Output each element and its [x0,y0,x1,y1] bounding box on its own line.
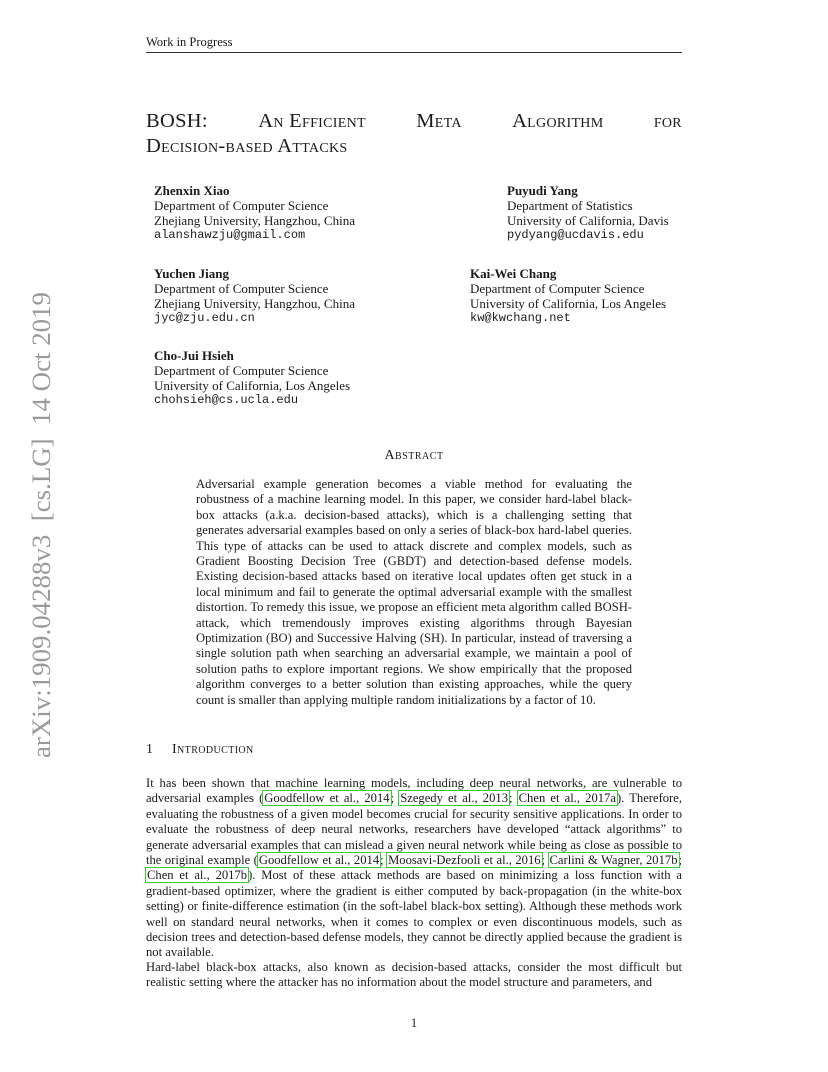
citation-link[interactable]: Chen et al., 2017a [518,791,616,806]
abstract-body: Adversarial example generation becomes a viable method for evaluating the robustness of a machine learning model. In this paper, we consider hard-label black-box attacks (a.k.a. decision-based attacks), which is a challenging setting that generates adversarial examples based on only a series of black-box hard-label queries. This type of attacks can be used to attack discrete and complex models, such as Gradient Boosting Decision Tree (GBDT) and detection-based defense models. Existing decision-based attacks based on iterative local updates often get stuck in a local minimum and fail to generate the optimal adversarial example with the smallest distortion. To remedy this issue, we propose an efficient meta algorithm called BOSH-attack, which tremendously improves existing algorithms through Bayesian Optimization (BO) and Successive Halving (SH). In particular, instead of traversing a single solution path when searching an adversarial example, we maintain a pool of solution paths to explore important regions. We show empirically that the proposed algorithm converges to a better solution than existing approaches, while the query count is smaller than applying multiple random initializations by a factor of 10. [196,477,632,707]
author-affiliation: Zhejiang University, Hangzhou, China [154,296,355,311]
paragraph-text: ). Most of these attack methods are based on minimizing a loss function with a gradient-based optimizer, where the gradient is either computed by back-propagation (in the white-box setting) or finite-difference estimation (in the soft-label black-box setting). Although these methods work well on standard neural networks, when it comes to complex or even discontinuous models, such as decision trees and detection-based defense models, they cannot be directly applied because the gradient is not available. [146,868,682,960]
author-email: jyc@zju.edu.cn [154,311,255,325]
running-header: Work in Progress [146,35,233,49]
author-department: Department of Computer Science [470,281,645,296]
author-email: chohsieh@cs.ucla.edu [154,393,299,407]
paragraph-text: It has been shown that machine learning models, including deep neural networks, are vulnerable to adversarial examples ( [146,776,682,806]
author-department: Department of Statistics [507,198,633,213]
title-word: An Efficient [258,110,366,132]
author-department: Department of Computer Science [154,281,329,296]
title-word: BOSH: [146,110,208,132]
citation-link[interactable]: Goodfellow et al., 2014 [264,791,390,806]
paragraph-text: ; [678,853,682,868]
citation-link[interactable]: Moosavi-Dezfooli et al., 2016 [388,853,541,868]
page-number: 1 [410,1016,418,1030]
author-block [470,266,666,326]
author-block [154,348,350,408]
citation-link[interactable]: Carlini & Wagner, 2017b [549,853,678,868]
author-department: Department of Computer Science [154,363,329,378]
paper-title-line2: Decision-based Attacks [146,135,348,157]
author-email: alanshawzju@gmail.com [154,228,306,242]
author-affiliation: University of California, Los Angeles [470,296,667,311]
author-block [154,183,355,243]
title-word: for [653,110,682,132]
header-rule [146,52,682,53]
title-word: Meta [416,110,462,132]
paragraph-text: ; [380,853,388,868]
author-department: Department of Computer Science [154,198,329,213]
intro-paragraph: Hard-label black-box attacks, also known as decision-based attacks, consider the most difficult but realistic setting where the attacker has no information about the model structure and parameters, and [146,960,682,990]
title-word: Algorithm [512,110,604,132]
arxiv-stamp-text: arXiv:1909.04288v3 [cs.LG] 14 Oct 2019 [26,298,56,758]
author-name: Zhenxin Xiao [154,183,230,198]
author-name: Kai-Wei Chang [470,266,557,281]
citation-link[interactable]: Goodfellow et al., 2014 [258,853,380,868]
author-affiliation: Zhejiang University, Hangzhou, China [154,213,355,228]
paragraph-text: ; [509,791,518,806]
author-affiliation: University of California, Davis [507,213,669,228]
section-heading [146,742,254,758]
author-block [507,183,669,243]
arxiv-stamp [8,290,68,760]
author-block [154,266,355,326]
abstract-heading: Abstract [384,448,444,463]
author-affiliation: University of California, Los Angeles [154,378,351,393]
section-title: Introduction [172,742,254,757]
citation-link[interactable]: Szegedy et al., 2013 [400,791,508,806]
paper-title-line1 [146,108,682,135]
author-name: Yuchen Jiang [154,266,230,281]
paragraph-text: ; [390,791,400,806]
author-name: Puyudi Yang [507,183,578,198]
author-name: Cho-Jui Hsieh [154,348,234,363]
intro-paragraph [146,776,682,961]
section-number: 1 [146,742,154,757]
author-email: pydyang@ucdavis.edu [507,228,644,242]
author-email: kw@kwchang.net [470,311,571,325]
paragraph-text: ; [541,853,549,868]
paragraph-text: ). Therefore, evaluating the robustness of a given model becomes crucial for security sensitive applications. In order to evaluate the robustness of deep neural networks, researchers have developed “attack algorithms” to generate adversarial examples that can mislead a given neural network while being as close as possible to the original example ( [146,791,682,868]
citation-link[interactable]: Chen et al., 2017b [147,868,248,883]
